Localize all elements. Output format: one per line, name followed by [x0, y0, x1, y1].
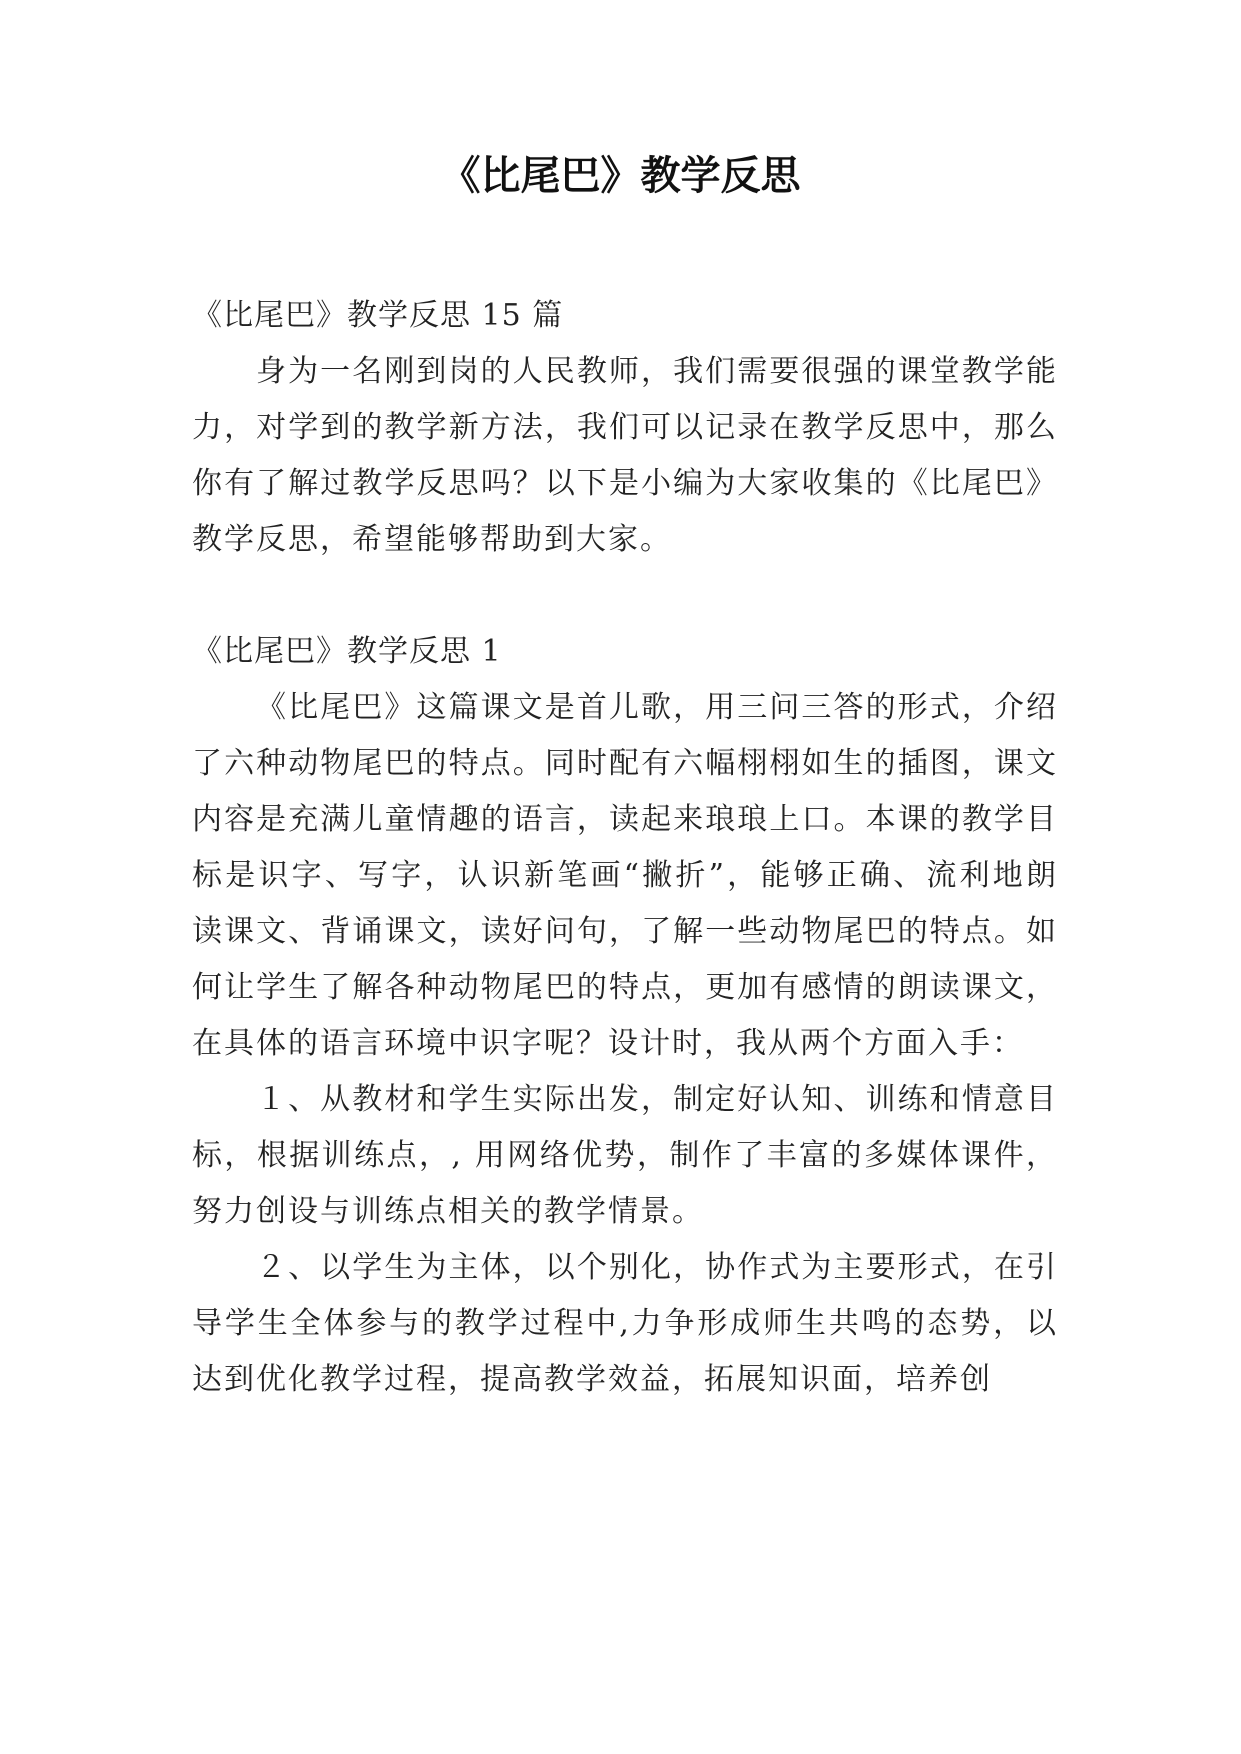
document-body [192, 288, 1058, 1408]
document-title: 《比尾巴》教学反思 [440, 153, 801, 199]
section-heading: 《比尾巴》教学反思 1 [192, 634, 502, 669]
body-paragraph: １、从教材和学生实际出发，制定好认知、训练和情意目标，根据训练点，, 用网络优势，制作了丰富的多媒体课件，努力创设与训练点相关的教学情景。 [192, 1082, 1058, 1229]
body-paragraph: ２、以学生为主体，以个别化，协作式为主要形式，在引导学生全体参与的教学过程中,力争形成师生共鸣的态势，以达到优化教学过程，提高教学效益，拓展知识面，培养创 [192, 1250, 1058, 1397]
document-subtitle: 《比尾巴》教学反思 15 篇 [192, 298, 564, 333]
body-paragraph: 《比尾巴》这篇课文是首儿歌，用三问三答的形式，介绍了六种动物尾巴的特点。同时配有六幅栩栩如生的插图，课文内容是充满儿童情趣的语言，读起来琅琅上口。本课的教学目标是识字、写字，认识新笔画“撇折”，能够正确、流利地朗读课文、背诵课文，读好问句，了解一些动物尾巴的特点。如何让学生了解各种动物尾巴的特点，更加有感情的朗读课文，在具体的语言环境中识字呢？设计时，我从两个方面入手： [192, 690, 1058, 1061]
intro-paragraph: 身为一名刚到岗的人民教师，我们需要很强的课堂教学能力，对学到的教学新方法，我们可以记录在教学反思中，那么你有了解过教学反思吗？以下是小编为大家收集的《比尾巴》教学反思，希望能够帮助到大家。 [192, 354, 1058, 557]
